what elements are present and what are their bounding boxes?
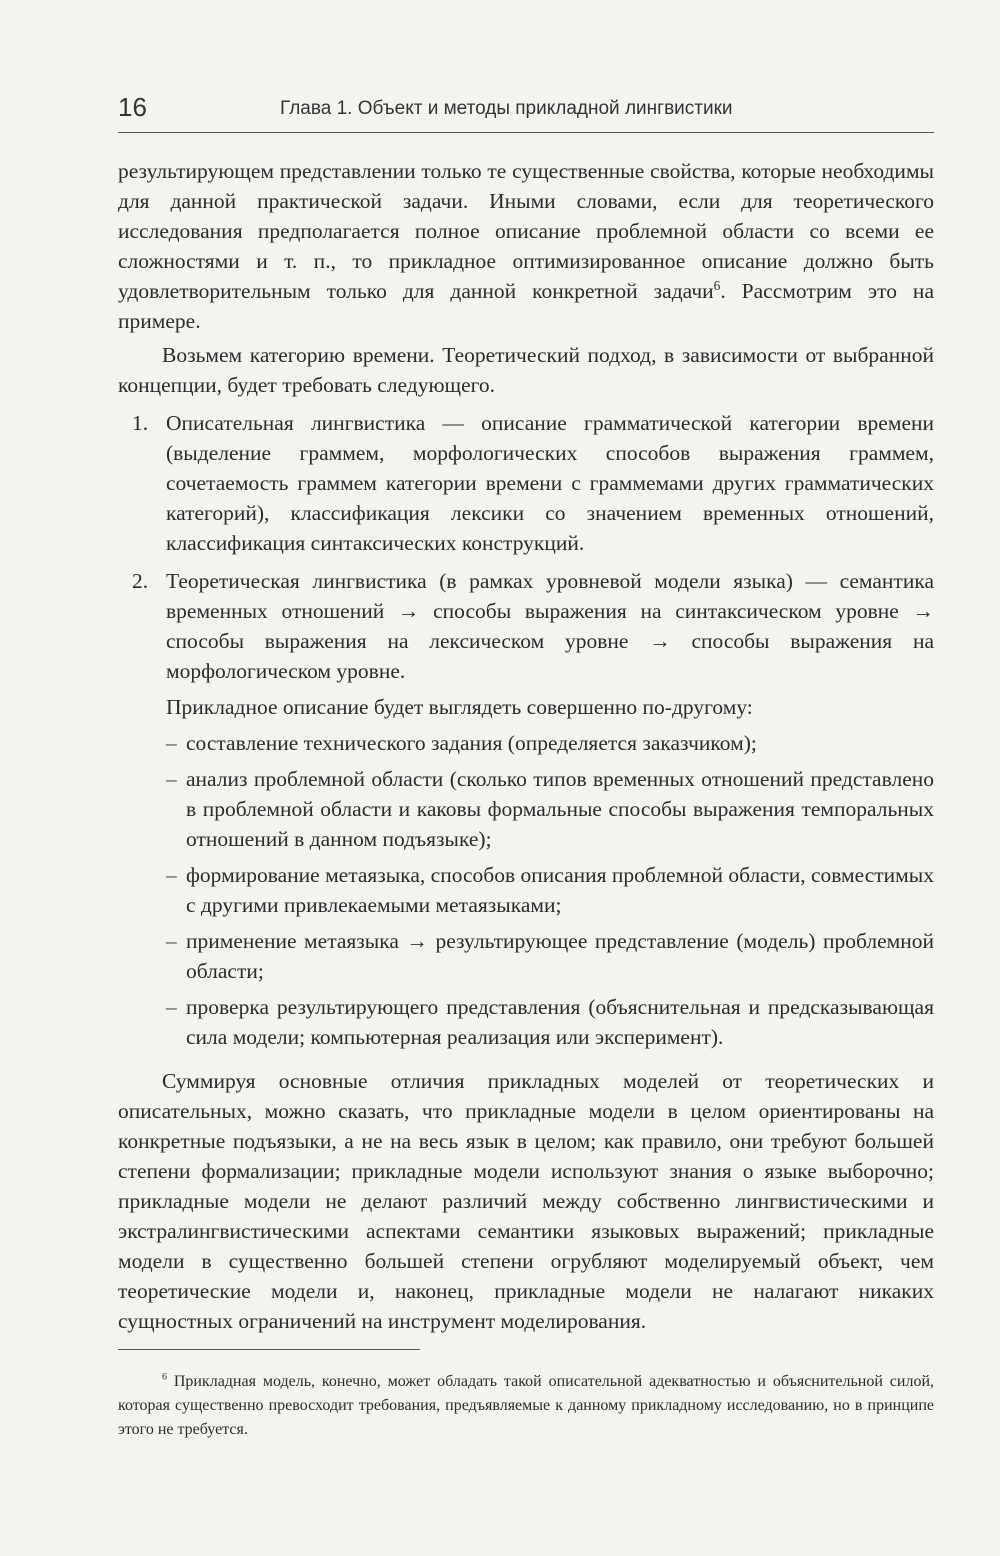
applied-steps-list <box>166 728 934 1052</box>
list-item: – составление технического задания (определяется заказчиком); <box>166 731 757 755</box>
footnote-text: Прикладная модель, конечно, может обладать такой описательной адекватностью и объяснительной силой, которая существенно превосходит требования, предъявляемые к данному прикладному исследованию, но в принципе этого не требуется. <box>118 1373 934 1438</box>
approaches-list <box>118 408 934 686</box>
summary-paragraph: Суммируя основные отличия прикладных моделей от теоретических и описательных, можно сказать, что прикладные модели в целом ориентированы на конкретные подъязыки, а не на весь язык в целом; как правило, они требуют большей степени формализации; прикладные модели используют знания о языке выборочно; прикладные модели не делают различий между собственно лингвистическими и экстралингвистическими аспектами семантики языковых выражений; прикладные модели в существенно большей степени огрубляют моделируемый объект, чем теоретические модели и, наконец, прикладные модели не налагают никаких сущностных ограничений на инструмент моделирования. <box>118 1069 934 1333</box>
list-item: – применение метаязыка → результирующее представление (модель) проблемной области; <box>166 929 934 983</box>
list-item: – проверка результирующего представления (объяснительная и предсказывающая сила модели; компьютерная реализация или эксперимент). <box>166 995 934 1049</box>
page-number: 16 <box>118 92 147 122</box>
list-item-text: Теоретическая лингвистика (в рамках уровневой модели языка) — семантика временных отношений → способы выражения на синтаксическом уровне → способы выражения на лексическом уровне → способы выражения на морфологическом уровне. <box>166 569 934 683</box>
footnote-divider <box>118 1349 420 1350</box>
list-item: – формирование метаязыка, способов описания проблемной области, совместимых с другими привлекаемыми метаязыками; <box>166 863 934 917</box>
main-text <box>118 156 934 1336</box>
paragraph-time-category: Возьмем категорию времени. Теоретический подход, в зависимости от выбранной концепции, будет требовать следующего. <box>118 343 934 397</box>
footnote-reference[interactable]: 6 <box>713 277 721 293</box>
applied-description-intro: Прикладное описание будет выглядеть совершенно по-другому: <box>166 695 753 719</box>
list-item: – анализ проблемной области (сколько типов временных отношений представлено в проблемной области и каковы формальные способы выражения темпоральных отношений в данном подъязыке); <box>166 767 934 851</box>
paragraph-continuation: результирующем представлении только те существенные свойства, которые необходимы для данной практической задачи. Иными словами, если для теоретического исследования предполагается полное описание проблемной области со всеми ее сложностями и т. п., то прикладное оптимизированное описание должно быть удовлетворительным только для данной конкретной задачи$^6$. Рассмотрим это на примере. <box>118 159 934 333</box>
list-item <box>118 566 934 686</box>
running-title: Глава 1. Объект и методы прикладной лингвистики <box>280 98 733 119</box>
footnote <box>118 1370 934 1442</box>
page-header <box>118 88 934 133</box>
list-number: 2. <box>132 569 149 593</box>
list-item <box>118 408 934 558</box>
list-item-text: Описательная лингвистика — описание грамматической категории времени (выделение граммем, морфологических способов выражения граммем, сочетаемость граммем категории времени с граммемами других грамматических категорий), классификация лексики со значением временных отношений, классификация синтаксических конструкций. <box>166 411 934 555</box>
list-number: 1. <box>132 411 149 435</box>
footnote-number: 6 <box>162 1371 167 1383</box>
